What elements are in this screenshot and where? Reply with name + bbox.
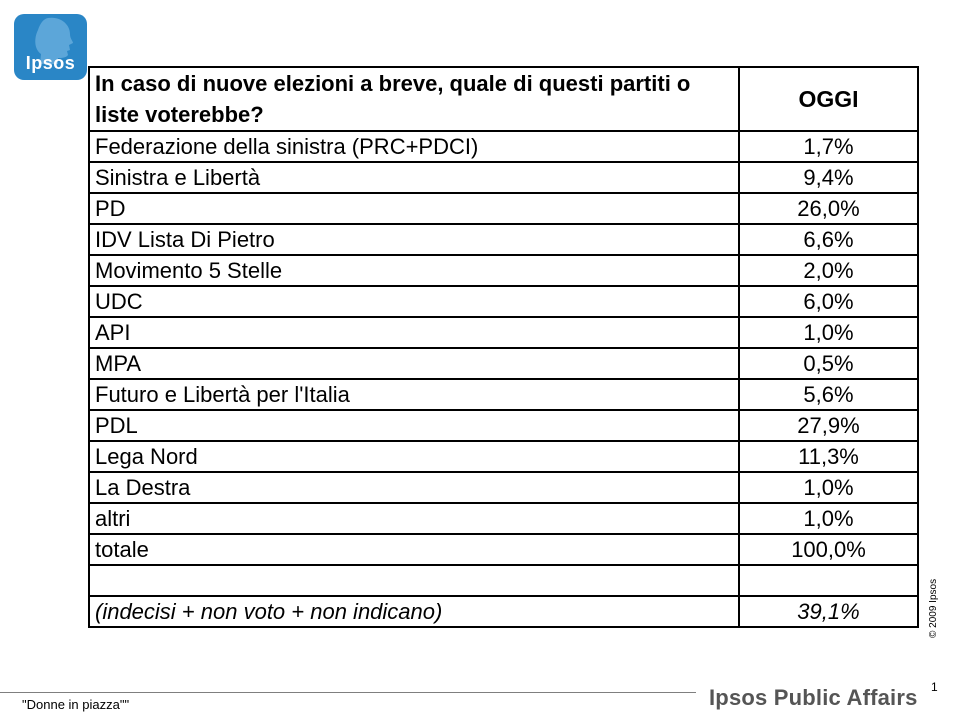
table-row (89, 379, 918, 410)
party-label: Federazione della sinistra (PRC+PDCI) (89, 131, 739, 162)
table-row (89, 472, 918, 503)
column-header-oggi: OGGI (739, 67, 918, 131)
party-value: 27,9% (739, 410, 918, 441)
party-value: 1,0% (739, 317, 918, 348)
table-row-undecided (89, 596, 918, 627)
undecided-label: (indecisi + non voto + non indicano) (89, 596, 739, 627)
party-value: 2,0% (739, 255, 918, 286)
table-row (89, 224, 918, 255)
table-row (89, 317, 918, 348)
party-value: 11,3% (739, 441, 918, 472)
party-label: Lega Nord (89, 441, 739, 472)
party-label: API (89, 317, 739, 348)
brand-name: Ipsos Public Affairs (709, 685, 918, 710)
party-label: MPA (89, 348, 739, 379)
question-cell: In caso di nuove elezioni a breve, quale di questi partiti o liste voterebbe? (89, 67, 739, 131)
undecided-value: 39,1% (739, 596, 918, 627)
poll-table (88, 66, 919, 628)
table-row (89, 410, 918, 441)
total-value: 100,0% (739, 534, 918, 565)
party-label: UDC (89, 286, 739, 317)
table-row (89, 131, 918, 162)
party-value: 1,7% (739, 131, 918, 162)
party-value: 9,4% (739, 162, 918, 193)
party-label: IDV Lista Di Pietro (89, 224, 739, 255)
logo-text: Ipsos (25, 53, 76, 73)
ipsos-logo (14, 14, 87, 80)
party-label: altri (89, 503, 739, 534)
total-label: totale (89, 534, 739, 565)
footer-title: "Donne in piazza"" (22, 697, 130, 712)
table-row (89, 348, 918, 379)
table-row (89, 162, 918, 193)
empty-value (739, 565, 918, 596)
copyright-text: © 2009 Ipsos (928, 578, 939, 638)
party-label: Futuro e Libertà per l'Italia (89, 379, 739, 410)
party-label: La Destra (89, 472, 739, 503)
empty-label (89, 565, 739, 596)
party-label: PDL (89, 410, 739, 441)
table-row (89, 441, 918, 472)
party-value: 1,0% (739, 472, 918, 503)
party-value: 1,0% (739, 503, 918, 534)
party-label: PD (89, 193, 739, 224)
table-row (89, 193, 918, 224)
party-value: 6,6% (739, 224, 918, 255)
party-value: 6,0% (739, 286, 918, 317)
party-value: 5,6% (739, 379, 918, 410)
footer-divider (0, 692, 696, 693)
table-row (89, 255, 918, 286)
table-header-row (89, 67, 918, 131)
table-row (89, 503, 918, 534)
table-row-empty (89, 565, 918, 596)
page-number: 1 (931, 680, 938, 694)
table-row-total (89, 534, 918, 565)
party-value: 26,0% (739, 193, 918, 224)
party-label: Sinistra e Libertà (89, 162, 739, 193)
table-row (89, 286, 918, 317)
party-value: 0,5% (739, 348, 918, 379)
party-label: Movimento 5 Stelle (89, 255, 739, 286)
